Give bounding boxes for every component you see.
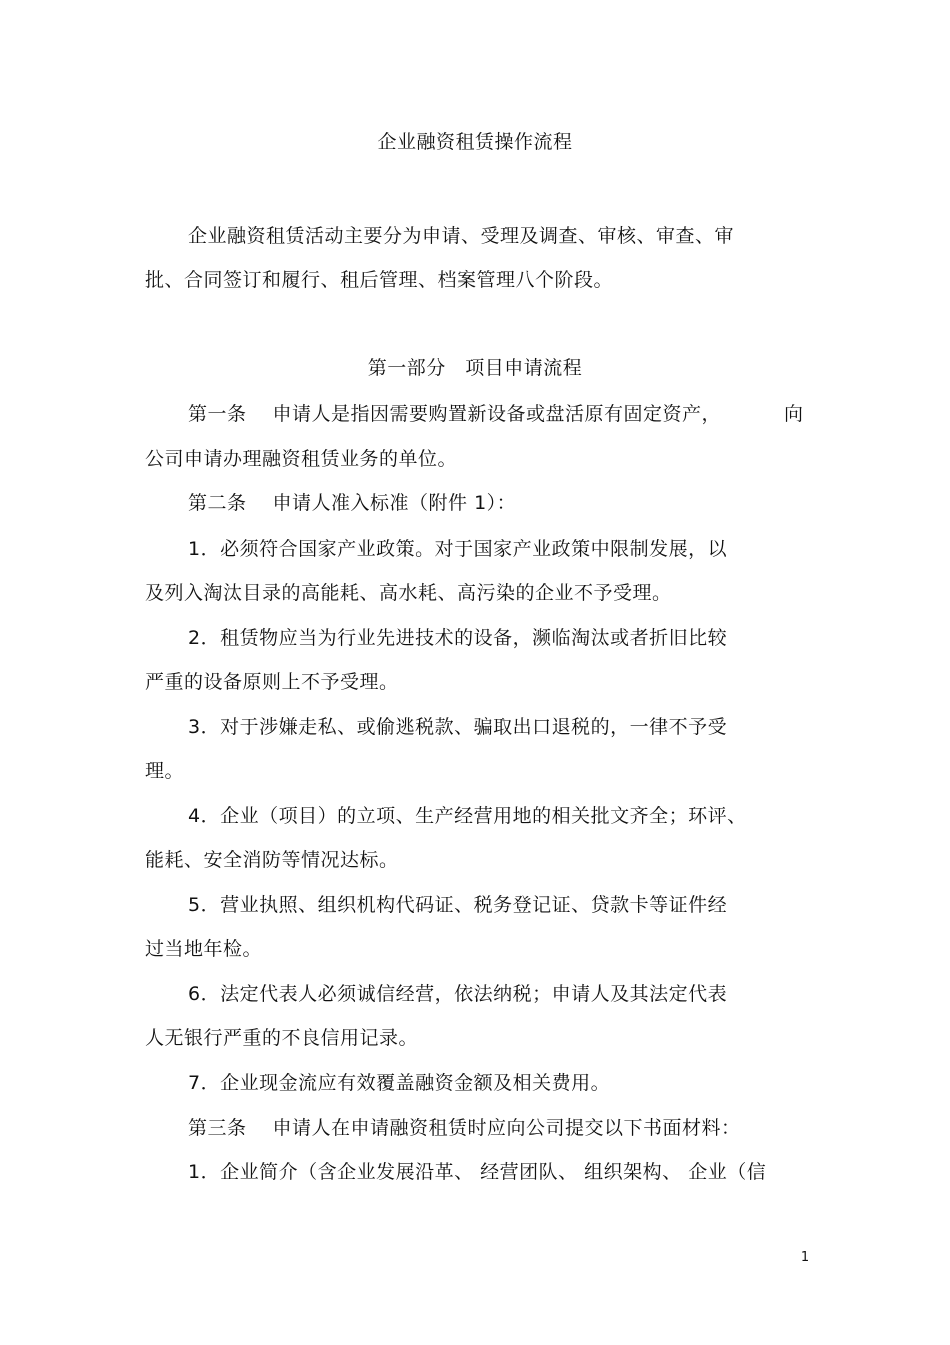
document-title: 企业融资租赁操作流程 (377, 131, 573, 153)
article-2-item-5-line-2: 过当地年检。 (145, 938, 263, 960)
intro-line-2: 批、合同签订和履行、租后管理、档案管理八个阶段。 (145, 269, 614, 291)
intro-line-1: 企业融资租赁活动主要分为申请、受理及调查、审核、审查、审 (188, 225, 735, 247)
article-3-item-1: 1．企业简介（含企业发展沿革、 经营团队、 组织架构、 企业（信 (188, 1161, 767, 1183)
article-2-item-6-line-1: 6．法定代表人必须诚信经营，依法纳税；申请人及其法定代表 (188, 983, 728, 1005)
article-2-item-4-line-2: 能耗、安全消防等情况达标。 (145, 849, 399, 871)
article-2-item-2-line-2: 严重的设备原则上不予受理。 (145, 671, 399, 693)
article-2-item-7: 7．企业现金流应有效覆盖融资金额及相关费用。 (188, 1072, 611, 1094)
page-number: 1 (800, 1250, 810, 1265)
section-title: 第一部分 项目申请流程 (367, 357, 583, 379)
article-1-line-1-end: 向 (784, 403, 804, 425)
article-2-item-1-line-2: 及列入淘汰目录的高能耗、高水耗、高污染的企业不予受理。 (145, 582, 672, 604)
article-2-item-3-line-2: 理。 (145, 760, 185, 782)
article-2-item-1-line-1: 1．必须符合国家产业政策。对于国家产业政策中限制发展，以 (188, 538, 728, 560)
article-3-heading: 第三条 申请人在申请融资租赁时应向公司提交以下书面材料： (188, 1117, 741, 1139)
article-2-item-6-line-2: 人无银行严重的不良信用记录。 (145, 1027, 419, 1049)
article-2-heading: 第二条 申请人准入标准（附件 1）： (188, 492, 517, 514)
article-2-item-5-line-1: 5．营业执照、组织机构代码证、税务登记证、贷款卡等证件经 (188, 894, 728, 916)
article-1-line-1: 第一条 申请人是指因需要购置新设备或盘活原有固定资产， (188, 403, 722, 425)
article-2-item-4-line-1: 4．企业（项目）的立项、生产经营用地的相关批文齐全；环评、 (188, 805, 747, 827)
article-1-line-2: 公司申请办理融资租赁业务的单位。 (145, 448, 458, 470)
article-2-item-2-line-1: 2．租赁物应当为行业先进技术的设备，濒临淘汰或者折旧比较 (188, 627, 728, 649)
article-2-item-3-line-1: 3．对于涉嫌走私、或偷逃税款、骗取出口退税的，一律不予受 (188, 716, 728, 738)
